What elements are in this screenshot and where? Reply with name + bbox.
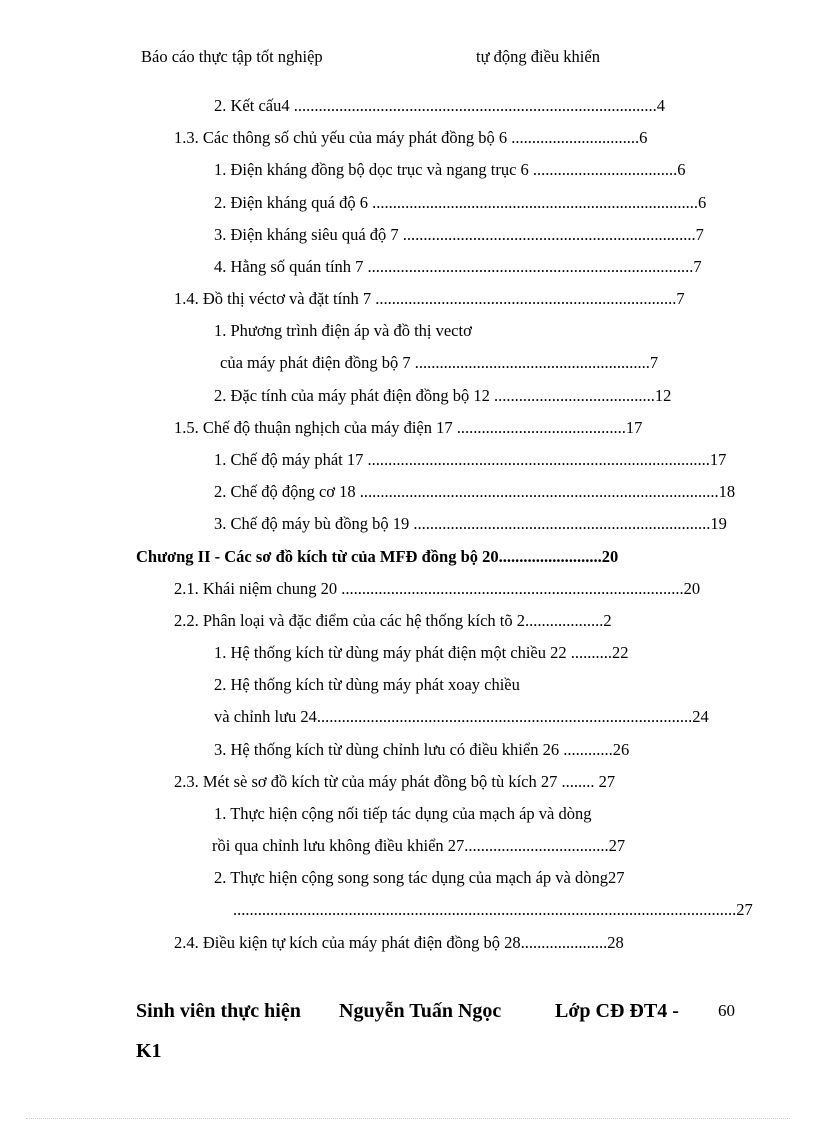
toc-chapter-heading: Chương II - Các sơ đồ kích từ của MFĐ đồng bộ 20.........................20 xyxy=(136,547,619,566)
footer-class-label: Lớp CĐ ĐT4 - xyxy=(555,1000,679,1022)
bottom-divider xyxy=(26,1118,790,1119)
toc-line: ..........................................................................................................................27 xyxy=(233,900,753,919)
toc-line: 2. Đặc tính của máy phát điện đồng bộ 12 .......................................12 xyxy=(214,386,672,405)
toc-line: 1. Điện kháng đồng bộ dọc trục và ngang trục 6 ...................................6 xyxy=(214,160,686,179)
toc-line: 1. Thực hiện cộng nối tiếp tác dụng của mạch áp và dòng xyxy=(214,804,592,823)
toc-line: 3. Điện kháng siêu quá độ 7 .......................................................................7 xyxy=(214,225,704,244)
toc-line: 2. Kết cấu4 ........................................................................................4 xyxy=(214,96,665,115)
page-number: 60 xyxy=(718,1001,735,1020)
toc-line: 2. Điện kháng quá độ 6 ...............................................................................6 xyxy=(214,193,707,212)
toc-line: 2.1. Khái niệm chung 20 ...................................................................................20 xyxy=(174,579,701,598)
toc-line: 1. Chế độ máy phát 17 ...................................................................................17 xyxy=(214,450,727,469)
toc-line: 1. Phương trình điện áp và đồ thị vectơ xyxy=(214,321,472,340)
toc-line: 4. Hằng số quán tính 7 ...............................................................................7 xyxy=(214,257,702,276)
toc-line: 2. Hệ thống kích từ dùng máy phát xoay chiều xyxy=(214,675,520,694)
toc-line: 2. Thực hiện cộng song song tác dụng của mạch áp và dòng27 xyxy=(214,868,625,887)
toc-line: và chỉnh lưu 24...........................................................................................24 xyxy=(214,707,709,726)
footer-student-label: Sinh viên thực hiện xyxy=(136,1000,301,1022)
toc-line: 2.4. Điều kiện tự kích của máy phát điện đồng bộ 28.....................28 xyxy=(174,933,624,952)
footer-class-continued: K1 xyxy=(136,1040,162,1062)
toc-line: của máy phát điện đồng bộ 7 .........................................................7 xyxy=(220,353,659,372)
toc-line: 1. Hệ thống kích từ dùng máy phát điện một chiều 22 ..........22 xyxy=(214,643,629,662)
toc-line: 2.3. Mét sè sơ đồ kích từ của máy phát đồng bộ tù kích 27 ........ 27 xyxy=(174,772,616,791)
header-left: Báo cáo thực tập tốt nghiệp xyxy=(141,47,323,66)
toc-line: rồi qua chỉnh lưu không điều khiển 27...................................27 xyxy=(212,836,626,855)
toc-line: 1.3. Các thông số chủ yếu của máy phát đồng bộ 6 ...............................6 xyxy=(174,128,648,147)
toc-line: 2.2. Phân loại và đặc điểm của các hệ thống kích tõ 2...................2 xyxy=(174,611,612,630)
header-right: tự động điều khiển xyxy=(476,47,600,66)
toc-line: 2. Chế độ động cơ 18 .......................................................................................18 xyxy=(214,482,736,501)
footer-student-name: Nguyễn Tuấn Ngọc xyxy=(339,1000,502,1022)
toc-line: 3. Chế độ máy bù đồng bộ 19 ........................................................................19 xyxy=(214,514,727,533)
toc-line: 1.5. Chế độ thuận nghịch của máy điện 17 .........................................17 xyxy=(174,418,643,437)
toc-line: 3. Hệ thống kích từ dùng chỉnh lưu có điều khiển 26 ............26 xyxy=(214,740,630,759)
toc-line: 1.4. Đồ thị véctơ và đặt tính 7 .........................................................................7 xyxy=(174,289,685,308)
